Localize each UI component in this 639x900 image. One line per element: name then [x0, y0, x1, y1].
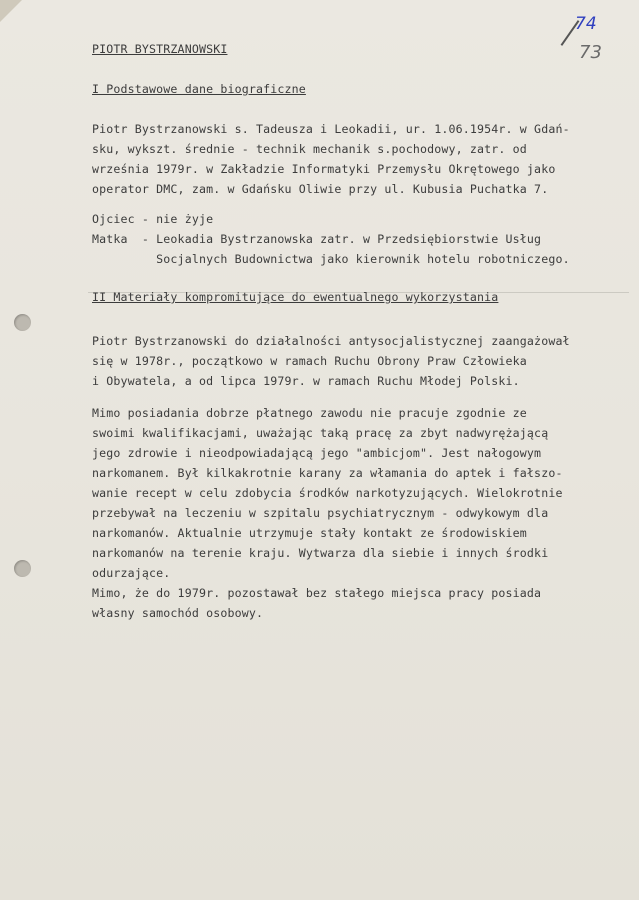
- text-line: Piotr Bystrzanowski do działalności antysocjalistycznej zaangażował: [92, 334, 570, 348]
- text-line: się w 1978r., początkowo w ramach Ruchu Obrony Praw Człowieka: [92, 354, 527, 368]
- text-line: Mimo posiadania dobrze płatnego zawodu nie pracuje zgodnie ze: [92, 406, 527, 420]
- text-line: Mimo, że do 1979r. pozostawał bez stałego miejsca pracy posiada: [92, 586, 542, 600]
- text-line: września 1979r. w Zakładzie Informatyki Przemysłu Okrętowego jako: [92, 162, 556, 176]
- text-line: Ojciec - nie żyje: [92, 212, 214, 226]
- text-line: własny samochód osobowy.: [92, 606, 264, 620]
- text-line: narkomanów. Aktualnie utrzymuje stały kontakt ze środowiskiem: [92, 526, 527, 540]
- text-line: Matka - Leokadia Bystrzanowska zatr. w Przedsiębiorstwie Usług: [92, 232, 542, 246]
- punch-hole-bottom: [14, 560, 31, 577]
- text-line: wanie recept w celu zdobycia środków narkotyzujących. Wielokrotnie: [92, 486, 563, 500]
- text-line: narkomanem. Był kilkakrotnie karany za włamania do aptek i fałszo-: [92, 466, 563, 480]
- blue-page-number: 74: [575, 14, 597, 34]
- text-line: sku, wykszt. średnie - technik mechanik s.pochodowy, zatr. od: [92, 142, 527, 156]
- text-line: przebywał na leczeniu w szpitalu psychiatrycznym - odwykowym dla: [92, 506, 549, 520]
- text-line: Piotr Bystrzanowski s. Tadeusza i Leokadii, ur. 1.06.1954r. w Gdań-: [92, 122, 570, 136]
- text-line: narkomanów na terenie kraju. Wytwarza dla siebie i innych środki: [92, 546, 549, 560]
- text-line: operator DMC, zam. w Gdańsku Oliwie przy ul. Kubusia Puchatka 7.: [92, 182, 549, 196]
- section1-heading: I Podstawowe dane biograficzne: [92, 82, 306, 96]
- text-line: jego zdrowie i nieodpowiadającą jego "ambicjom". Jest nałogowym: [92, 446, 542, 460]
- punch-hole-top: [14, 314, 31, 331]
- archive-page-numbers: [567, 12, 617, 72]
- text-line: i Obywatela, a od lipca 1979r. w ramach Ruchu Młodej Polski.: [92, 374, 520, 388]
- folded-corner: [0, 0, 22, 22]
- text-line: odurzające.: [92, 566, 171, 580]
- text-line: Socjalnych Budownictwa jako kierownik hotelu robotniczego.: [92, 252, 570, 266]
- document-title: PIOTR BYSTRZANOWSKI: [92, 42, 228, 56]
- text-line: swoimi kwalifikacjami, uważając taką pracę za zbyt nadwyrężającą: [92, 426, 549, 440]
- pencil-page-number: 73: [579, 42, 602, 63]
- section2-heading: II Materiały kompromitujące do ewentualnego wykorzystania: [92, 290, 499, 304]
